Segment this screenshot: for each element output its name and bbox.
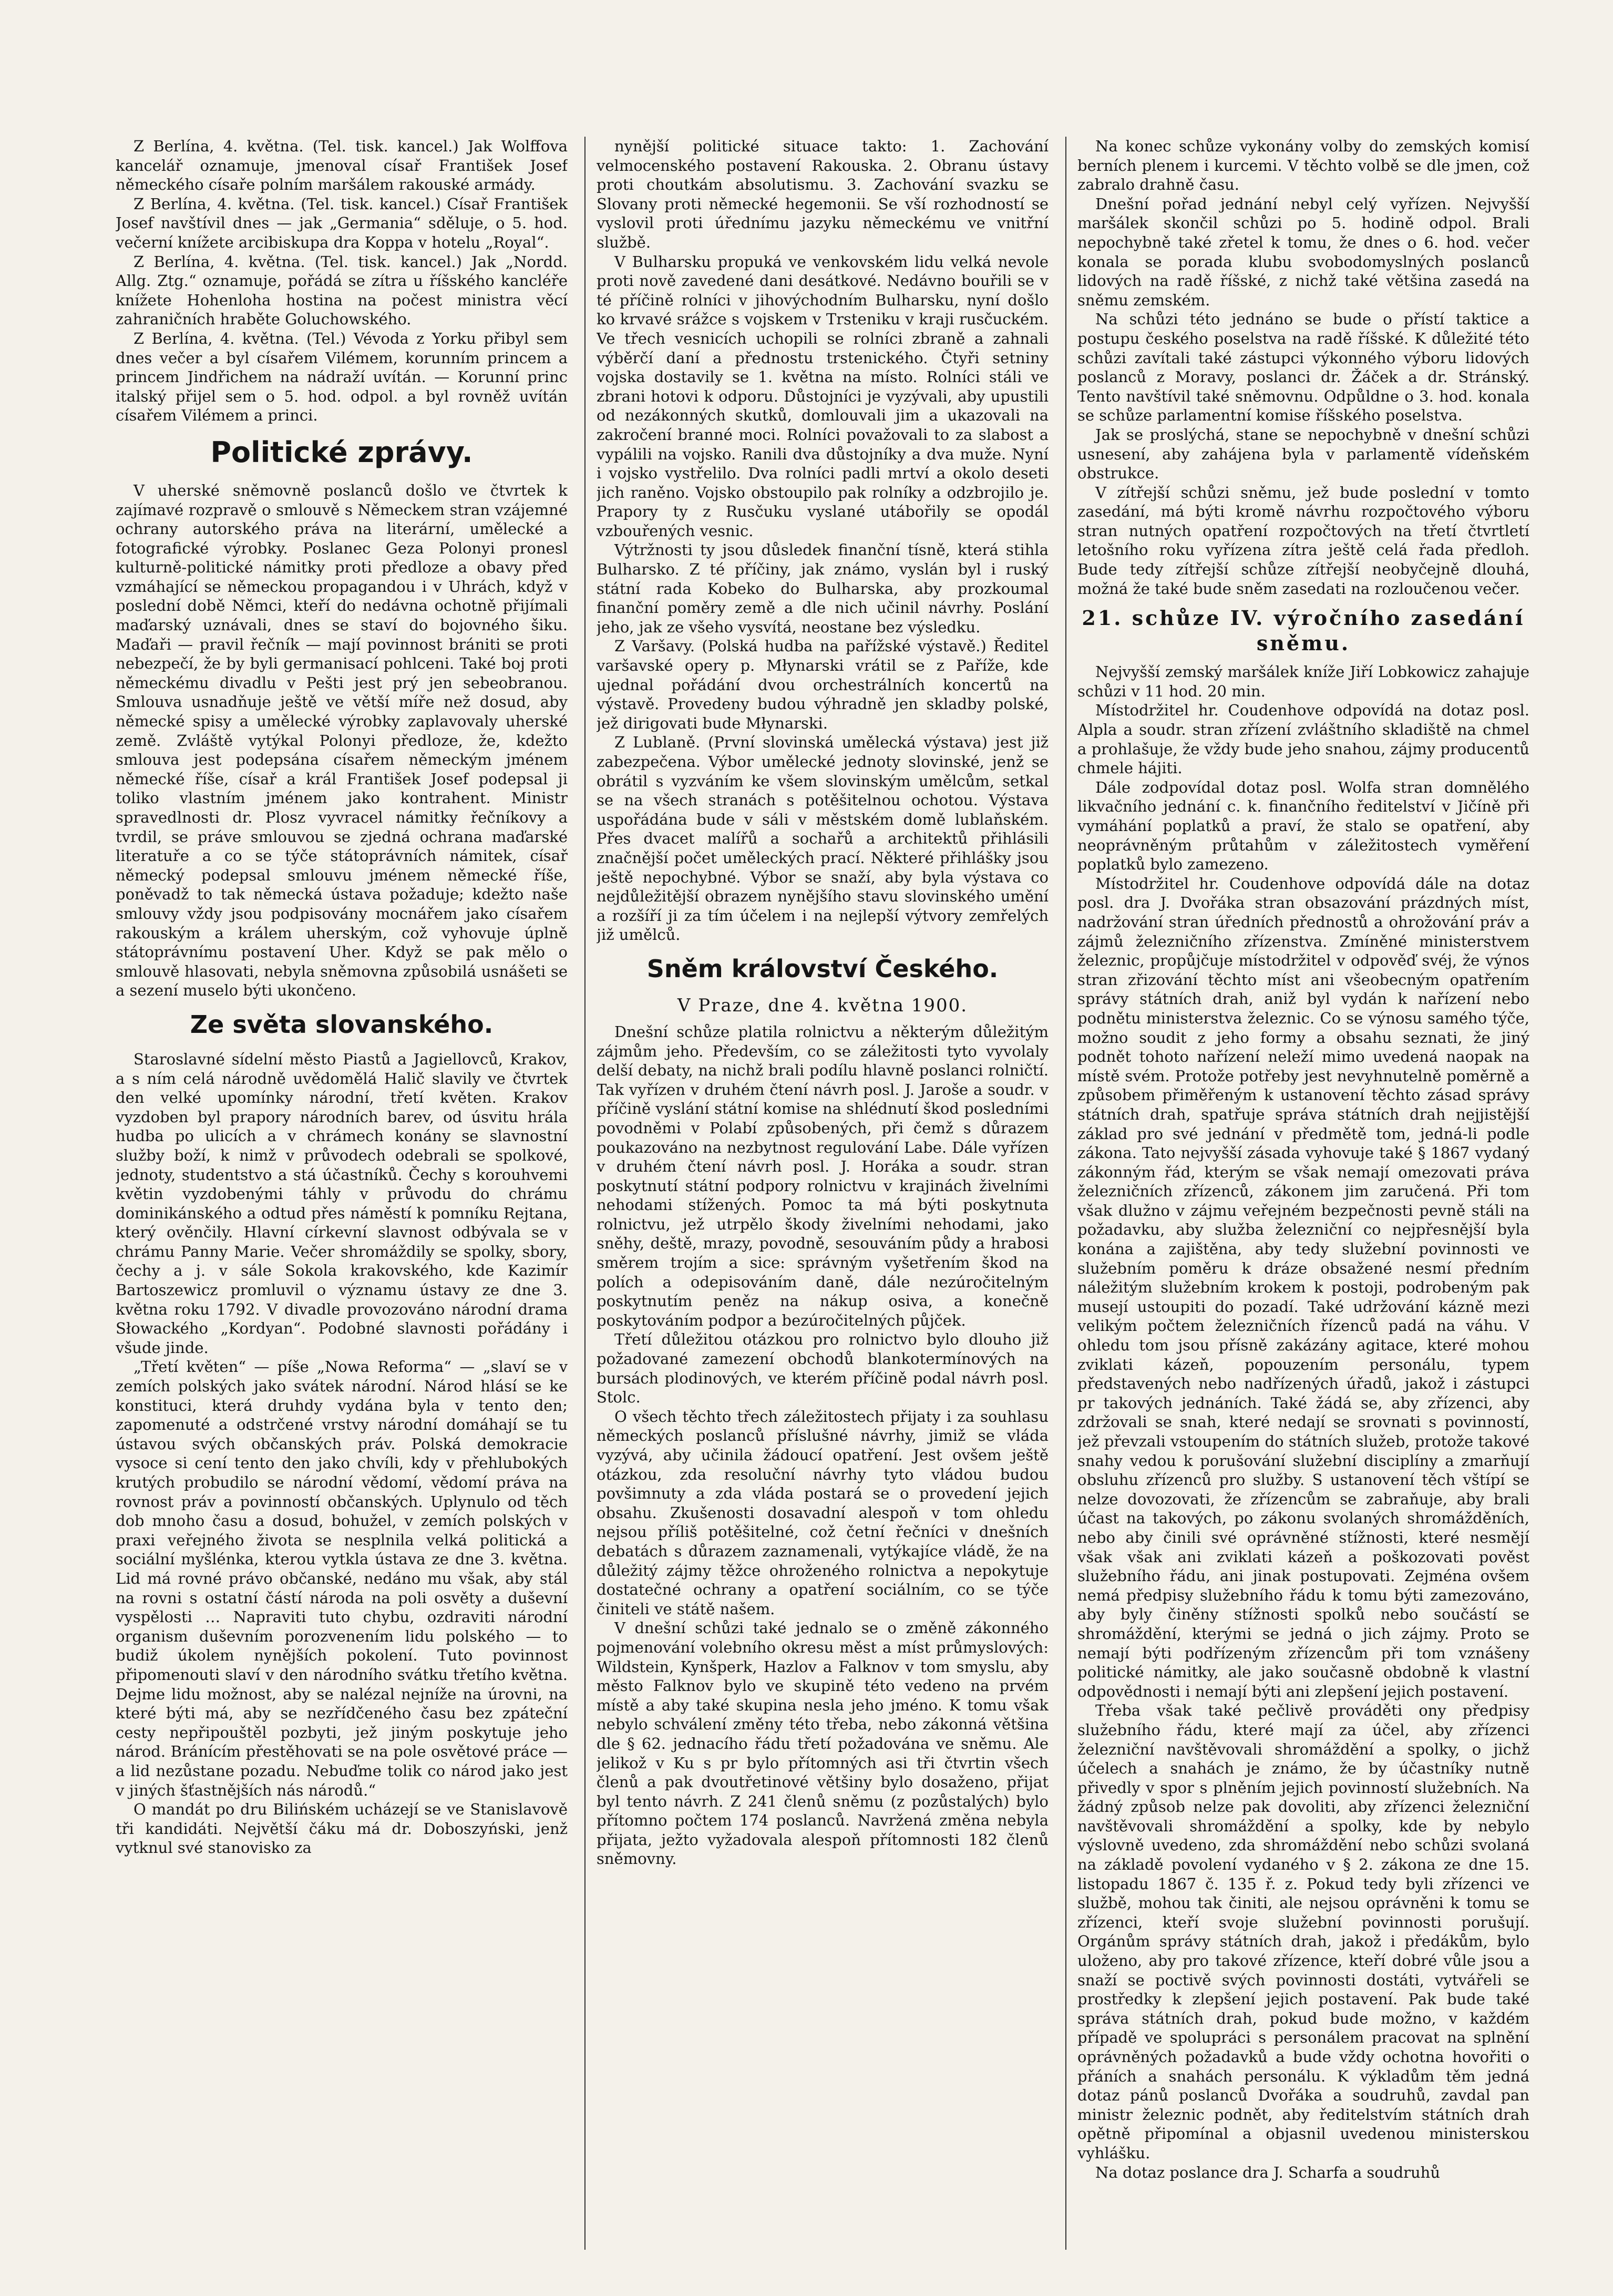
news-paragraph: Z Berlína, 4. května. (Tel. tisk. kancel.) Jak „Nordd. Allg. Ztg.“ oznamuje, pořádá se zítra u říšského kancléře knížete Hohenloha hostina na počest ministra věcí zahraničních hraběte Goluchowského. xyxy=(116,252,568,329)
news-paragraph: Místodržitel hr. Coudenhove odpovídá na dotaz posl. Alpla a soudr. stran zřízení zvláštního skladiště na chmel a prohlašuje, že vždy bude jeho snahou, zájmy producentů chmele hájiti. xyxy=(1077,701,1529,777)
dateline: V Praze, dne 4. května 1900. xyxy=(677,995,968,1016)
news-paragraph: Z Berlína, 4. května. (Tel. tisk. kancel.) Jak Wolffova kancelář oznamuje, jmenoval císař František Josef německého císaře polním maršálem rakouské armády. xyxy=(116,137,568,194)
news-paragraph: nynější politické situace takto: 1. Zachování velmocenského postavení Rakouska. 2. Obranu ústavy proti choutkám absolutismu. 3. Zachování svazku se Slovany proti německé hegemonii. Se vší rozhodností se vyslovil proti úřednímu jazyku německému ve vnitřní službě. xyxy=(597,137,1049,251)
news-paragraph: Na schůzi této jednáno se bude o přístí taktice a postupu českého poselstva na radě říšské. K důležité této schůzi zavítali také zástupci výkonného výboru lidových poslanců z Moravy, poslanci dr. Žáček a dr. Stránský. Tento navštívil také sněmovnu. Odpůldne o 3. hod. konala se schůze parlamentní komise říšského poselstva. xyxy=(1077,310,1529,425)
news-paragraph: Třetí důležitou otázkou pro rolnictvo bylo dlouho již požadované zamezení obchodů blankotermínových na bursách plodinových, ve kterém příčině podal návrh posl. Stolc. xyxy=(597,1330,1049,1407)
news-paragraph: Z Berlína, 4. května. (Tel. tisk. kancel.) Císař František Josef navštívil dnes — jak „Germania“ sděluje, o 5. hod. večerní knížete arcibiskupa dra Koppa v hotelu „Royal“. xyxy=(116,194,568,251)
news-paragraph: V zítřejší schůzi sněmu, jež bude poslední v tomto zasedání, má býti kromě návrhu rozpočtového výboru stran nutných opatření rozpočtových na třetí čtvrtletí letošního roku vyřízena zítra ještě celá řada předloh. Bude tedy zítřejší schůze zítřejší neobyčejně dlouhá, možná že také bude sněm zasedati na rozloučenou večer. xyxy=(1077,483,1529,598)
column-left xyxy=(116,137,568,2250)
section-heading-snem: Sněm království Českého. xyxy=(646,954,999,983)
section-heading-politicke: Politické zprávy. xyxy=(210,435,473,469)
news-paragraph: Třeba však také pečlivě prováděti ony předpisy služebního řádu, které mají za účel, aby zřízenci železniční navštěvovali shromáždění a spolky, o jichž účelech a snahách je známo, že by účastníky nutně přivedly v spor s plněním jejich povinností služebních. Na žádný způsob nelze pak dovoliti, aby zřízenci železniční navštěvovali shromáždění a spolky, kde by nebylo výslovně uvedeno, zda shromáždění nebo schůzi svolaná na základě povolení vydaného v § 2. zákona ze dne 15. listopadu 1867 č. 135 ř. z. Pokud tedy byli zřízenci ve službě, mohou tak činiti, ale nejsou oprávněni k tomu se zřízenci, kteří svoje služební povinnosti porušují. Orgánům správy státních drah, jakož i předákům, bylo uloženo, aby pro takové zřízence, kteří dobré vůle jsou a snaží se poctivě svých povinnosti dostáti, vytvářeli se prostředky k zlepšení jejich postavení. Pak bude také správa státních drah, pokud bude možno, v každém případě ve spolupráci s personálem pracovat na splnění oprávněných požadavků a bude vždy ochotna hovořiti o přáních a snahách personálu. K výkladům těm jedná dotaz pánů poslanců Dvořáka a soudruhů, zavdal pan ministr železnic podnět, aby ředitelstvím státních drah opětně připomínal a objasnil uvedenou ministerskou vyhlášku. xyxy=(1077,1702,1529,2162)
news-paragraph: Staroslavné sídelní město Piastů a Jagiellovců, Krakov, a s ním celá národně uvědomělá Halič slavily ve čtvrtek den velké upomínky národní, třetí květen. Krakov vyzdoben byl prapory národních barev, od úsvitu hrála hudba po ulicích a v chrámech konány se slavnostní služby boží, k nimž v průvodech odebrali se spolkové, jednoty, studentstvo a stá účastníků. Čechy s korouhvemi květin vyzdobenými táhly v průvodu do chrámu dominikánského a odtud přes náměstí k pomníku Rejtana, který ověnčily. Hlavní církevní slavnost odbývala se v chrámu Panny Marie. Večer shromáždily se spolky, sbory, čechy a j. v sále Sokola krakovského, kde Kazimír Bartoszewicz promluvil o významu ústavy ze dne 3. května roku 1792. V divadle provozováno národní drama Słowackého „Kordyan“. Podobné slavnosti pořádány i všude jinde. xyxy=(116,1050,568,1357)
news-paragraph: Dnešní schůze platila rolnictvu a některým důležitým zájmům jeho. Především, co se záležitosti tyto vyvolaly delší debaty, na nichž brali podílu hlavně poslanci rolničtí. Tak vyřízen v druhém čtení návrh posl. J. Jaroše a soudr. v příčině vyslání státní komise na shlédnutí škod posledními povodněmi v Polabí způsobených, při čemž s důrazem poukazováno na nezbytnost regulování Labe. Dále vyřízen v druhém čtení návrh posl. J. Horáka a soudr. stran poskytnutí státní podpory rolnictvu v krajinách živelními nehodami stížených. Pomoc ta má býti poskytnuta rolnictvu, jež utrpělo škody živelními nehodami, jako sněhy, deště, mrazy, povodně, sesouváním půdy a hrabosi směrem trojím a sice: správným vyšetřením škod na polích a odepisováním daně, dále nezúročitelným poskytnutím peněz na nákup osiva, a konečně poskytováním podpor a bezúročitelných půjček. xyxy=(597,1022,1049,1329)
section-heading-slovanske: Ze světa slovanského. xyxy=(190,1010,494,1039)
news-paragraph: Na dotaz poslance dra J. Scharfa a soudruhů xyxy=(1095,2163,1441,2181)
news-paragraph: Z Lublaně. (První slovinská umělecká výstava) jest již zabezpečena. Výbor umělecké jednoty slovinské, jenž se obrátil s vyzváním ke všem slovinským umělcům, setkal se na všech stranách s potěšitelnou ochotou. Výstava uspořádána bude v sáli v městském domě lublaňském. Přes dvacet malířů a sochařů a architektů přihlásili značnější počet uměleckých prací. Některé přihlášky jsou ještě nepochybné. Výbor se snaží, aby byla výstava co nejdůležitější obrazem nynějšího stavu slovinského umění a rozšíří ji za tím účelem i na nejlepší výtvory zemřelých již umělců. xyxy=(597,733,1049,944)
news-paragraph: Jak se proslýchá, stane se nepochybně v dnešní schůzi usnesení, aby zahájena byla v parlamentě vídeňském obstrukce. xyxy=(1077,425,1529,483)
news-paragraph: Dnešní pořad jednání nebyl celý vyřízen. Nejvyšší maršálek skončil schůzi po 5. hodině odpol. Brali nepochybně také zřetel k tomu, že dnes o 6. hod. večer konala se porada klubu svobodomyslných poslanců lidových na radě říšské, z nichž také většina zasedá na sněmu zemském. xyxy=(1077,194,1529,309)
news-paragraph: V Bulharsku propuká ve venkovském lidu velká nevole proti nově zavedené dani desátkové. Nedávno bouřili se v té příčině rolníci v jihovýchodním Bulharsku, nyní došlo ko krvavé srážce s vojskem v Trsteniku v kraji rusčuckém. Ve třech vesnicích uchopili se rolníci zbraně a zahnali výběrčí daní a přednostu trstenického. Čtyři setniny vojska dostavily se 1. května na místo. Rolníci stáli ve zbrani hotovi k odporu. Důstojníci je vyzývali, aby upustili od nezákonných skutků, domlouvali jim a ukazovali na zakročení branné moci. Rolníci považovali to za slabost a vypálili na vojsko. Ranili dva důstojníky a dva muže. Nyní i vojsko vystřelilo. Dva rolníci padli mrtví a okolo deseti jich raněno. Vojsko obstoupilo pak rolníky a odzbrojilo je. Prapory ty z Rusčuku vyslané utábořily se opodál vzbouřených vesnic. xyxy=(597,252,1049,540)
column-rule xyxy=(584,137,585,2250)
news-paragraph: O všech těchto třech záležitostech přijaty i za souhlasu německých poslanců příslušné návrhy, jimiž se vláda vyzývá, aby učinila žádoucí opatření. Jest ovšem ještě otázkou, zda resoluční návrhy tyto vládou budou povšimnuty a zda vláda postará se o provedení jejich obsahu. Zkušenosti dosavadní alespoň v tom ohledu nejsou příliš potěšitelné, což četní řečníci v dnešních debatách s důrazem zaznamenali, vytýkajíce vládě, že na důležitý zájmy těžce ohroženého rolnictva a nepokytuje dostatečné ochrany a opatření sociálním, co se týče činiteli ve státě našem. xyxy=(597,1407,1049,1618)
news-paragraph: „Třetí květen“ — píše „Nowa Reforma“ — „slaví se v zemích polských jako svátek národní. Národ hlásí se ke konstituci, která druhdy vydána byla v tento den; zapomenuté a odstrčené vrstvy národní domáhají se tu ústavou svých občanských práv. Polská demokracie vysoce si cení tento den jako chvíli, kdy v přehlubokých krutých probudilo se národní vědomí, vědomí práva na rovnost práv a povinností občanských. Uplynulo od těch dob mnoho času a dosud, bohužel, v zemích polských v praxi veřejného života se nesplnila velká politická a sociální myšlénka, kterou vytkla ústava ze dne 3. května. Lid má rovné právo občanské, nedáno mu však, aby stál na rovni s ostatní částí národa na poli osvěty a duševní vyspělosti … Napraviti tuto chybu, ozdraviti národní organism duševním porozvenením lidu polského — to budiž úkolem nynějších pokolení. Tuto povinnost připomenouti slaví v den národního svátku třetího května. Dejme lidu možnost, aby se nalézal nejníže na úrovni, na které býti má, aby se nezřídčeného času bez zpáteční cesty nepřipouštěl pozbyti, jež jiným poskytuje jeho národ. Bránícím přestěhovati se na pole osvětové práce — a lid nezůstane pozadu. Nebuďme tolik co národ jako jest v jiných šťastnějších nás národů.“ xyxy=(116,1358,568,1799)
news-paragraph: Dále zodpovídal dotaz posl. Wolfa stran domnělého likvačního jednání c. k. finančního ředitelství v Jičíně při vymáhání poplatků a praví, že stalo se opatření, aby neoprávněným průtahům v záležitostech vyměření poplatků bylo zamezeno. xyxy=(1077,778,1529,874)
news-paragraph: Z Varšavy. (Polská hudba na pařížské výstavě.) Ředitel varšavské opery p. Młynarski vrátil se z Paříže, kde ujednal pořádání dvou orchestrálních koncertů na výstavě. Provedeny budou výhradně jen skladby polské, jež dirigovati bude Młynarski. xyxy=(597,637,1049,732)
newspaper-page xyxy=(116,137,1535,2250)
news-paragraph: Výtržnosti ty jsou důsledek finanční tísně, která stihla Bulharsko. Z té příčiny, jak známo, vyslán byl i ruský státní rada Kobeko do Bulharska, aby prozkoumal finanční poměry země a dle nich učinil návrhy. Poslání jeho, jak ze všeho vysvítá, neostane bez výsledku. xyxy=(597,541,1049,636)
column-right xyxy=(1077,137,1529,2250)
news-paragraph: Z Berlína, 4. května. (Tel.) Vévoda z Yorku přibyl sem dnes večer a byl císařem Vilémem, korunním princem a princem Jindřichem na nádraží uvítán. — Korunní princ italský přijel sem o 5. hod. odpol. a byl rovněž uvítán císařem Vilémem a princi. xyxy=(116,329,568,425)
news-paragraph: O mandát po dru Bilińském ucházejí se ve Stanislavově tři kandidáti. Největší čáku má dr. Doboszyński, jenž vytknul své stanovisko za xyxy=(116,1800,568,1857)
news-paragraph: Na konec schůze vykonány volby do zemských komisí berních plenem i kurcemi. V těchto volbě se dle jmen, což zabralo drahně času. xyxy=(1077,137,1529,194)
column-rule xyxy=(1065,137,1066,2250)
news-paragraph: V uherské sněmovně poslanců došlo ve čtvrtek k zajímavé rozpravě o smlouvě s Německem stran vzájemné ochrany autorského práva na literární, umělecké a fotografické výrobky. Poslanec Geza Polonyi pronesl kulturně-politické námitky proti předloze a obavy před vzmáhající se německou propagandou i v Uhrách, když v poslední době Němci, kteří do nedávna ochotně přijímali maďarský uznávali, dnes se staví do bojovného šiku. Maďaři — pravil řečník — mají povinnost brániti se proti nebezpečí, že by byli germanisací pohlceni. Také boj proti německému divadlu v Pešti jest prý jen sebeobranou. Smlouva usnadňuje ještě ve větší míře než dosud, aby německé spisy a umělecké výrobky zaplavovaly uherské země. Zvláště vytýkal Polonyi předloze, že, kdežto smlouva jest podepsána císařem německým jménem německé říše, císař a král František Josef podepsal ji toliko vlastním jménem jako kontrahent. Ministr spravedlnosti dr. Plosz vyvracel námitky řečníkovy a tvrdil, se práve smlouvou se zjedná ochrana maďarské literatuře a co se týče státoprávních námitek, císař německý podepsal smlouvu jménem německé říše, poněvadž to tak německá ústava požaduje; kdežto naše smlouvy vždy jsou podpisovány mocnářem jako císařem rakouským a králem uherským, což vyhovuje úplně státoprávnímu postavení Uher. Když se pak mělo o smlouvě hlasovati, nebyla sněmovna způsobilá usnášeti se a sezení muselo býti ukončeno. xyxy=(116,481,568,1000)
news-paragraph: Místodržitel hr. Coudenhove odpovídá dále na dotaz posl. dra J. Dvořáka stran obsazování prázdných míst, nadržování stran úředních přednostů a ohrožování práv a zájmů železničního zřízenstva. Zmíněné ministerstvem železnic, propůjčuje místodržitel v odpověď svéj, že výnos stran zřizování těchto míst ani všeobecným opatřením správy státních drah, aniž byl vydán k nařízení nebo podnětu ministerstva železnic. Co se výnosu samého týče, možno soudit z jeho formy a obsahu seznati, že jiný podnět tohoto nařízení neleží mimo uvedená naopak na místě svém. Protože potřeby jest nevyhnutelně poměrně a způsobem přiměřeným k ustanovení těchto zásad správy státních drah, spatřuje správa státních drah nejjistější základ pro své jednání v předmětě tom, jedná-li podle zákona. Tato nejvyšší zásada vyhovuje také § 1867 vydaný zákonným řád, kterým se však nemají omezovati práva železničních zřízenců, zákonem jim zaručená. Při tom však dlužno v zájmu veřejném bezpečnosti pevně stáli na požadavku, aby služba železniční co nejpřesnější byla konána a zajištěna, aby tedy služební povinnosti ve služebním poměru k dráze obsažené nesmí předním náležitým služebním krokem k postoji, podrobeným pak musejí ustoupiti do pozadí. Také udržování kázně mezi velikým počtem železničních řízenců padá na váhu. V ohledu tom jsou přísně zakázány agitace, které mohou zviklati kázeň, popouzením personálu, typem představených nebo nadřízených úřadů, jakož i zástupci pr takových jednáních. Také žádá se, aby zřízenci, aby zdržovali se snah, které nedají se srovnati s povinností, jež převzali vstoupením do státních služeb, protože takové snahy vedou k porušování služební disciplíny a zmarňují obsluhu zřízenců pro služby. S ustanovení těch vštípí se nelze dovozovati, že zřízencům se zabraňuje, aby brali účast na takových, po zákonu svolaných shromážděních, nebo aby činili své oprávněné stížnosti, které nesmějí však však ani zviklati kázeň a poškozovati pověst služebního řádu, ani jinak postupovati. Zejména ovšem nemá předpisy služebního řádu k tomu býti zamezováno, aby byly činěny stížnosti spolků nebo součástí se shromáždění, kterými se jedná o jich zájmy. Proto se nemají býti podřízeným zřízencům při tom vznášeny politické námitky, ale jako současně obdobně k vlastní odpovědnosti i nemají býti ani zlepšení jejich postavení. xyxy=(1077,874,1529,1700)
column-middle xyxy=(597,137,1049,2250)
session-heading: 21. schůze IV. výročního zasedání sněmu. xyxy=(1082,606,1525,655)
news-paragraph: Nejvyšší zemský maršálek kníže Jiří Lobkowicz zahajuje schůzi v 11 hod. 20 min. xyxy=(1077,663,1529,700)
news-paragraph: V dnešní schůzi také jednalo se o změně zákonného pojmenování volebního okresu měst a míst průmyslových: Wildstein, Kynšperk, Hazlov a Falknov v tom smyslu, aby město Falknov bylo ve skupině této vedeno na prvém místě a aby také skupina nesla jeho jméno. K tomu však nebylo schválení změny této třeba, nebo zákonná většina dle § 62. jednacího řádu třetí požadována ve sněmu. Ale jelikož v Ku s pr bylo přítomných asi tři čtvrtin všech členů a pak dvoutřetinové většiny bylo dosaženo, přijat byl tento návrh. Z 241 členů sněmu (z pozůstalých) bylo přítomno počtem 174 poslanců. Navržená změna nebyla přijata, ježto vyžadovala alespoň přítomnosti 182 členů sněmovny. xyxy=(597,1619,1049,1868)
